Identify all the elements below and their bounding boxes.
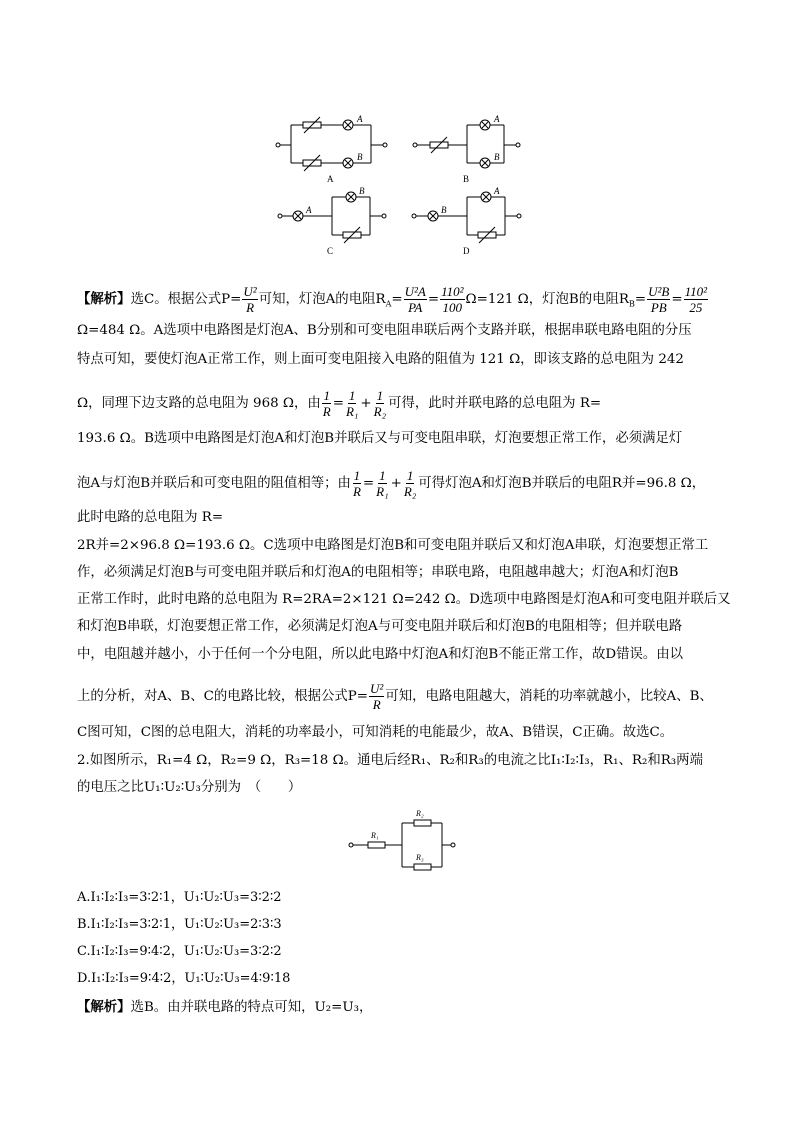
svg-text:A: A <box>357 114 363 124</box>
analysis1-line2: Ω=484 Ω。A选项中电路图是灯泡A、B分别和可变电阻串联后两个支路并联，根据串联电路电阻的分压 <box>77 323 692 338</box>
analysis1-line13: 上的分析，对A、B、C的电路比较，根据公式P= $\frac{\text{U²}}{R}$ 可知，电路电阻越大，消耗的功率就越小，比较A、B、 <box>77 681 713 712</box>
svg-text:A: A <box>494 114 500 124</box>
svg-text:R₂: R₂ <box>416 809 424 818</box>
svg-text:A: A <box>327 174 334 184</box>
svg-text:R₃: R₃ <box>416 853 424 862</box>
svg-text:B: B <box>441 205 447 215</box>
svg-text:A: A <box>494 186 500 196</box>
fraction: $\frac{\text{U²A}}{PA}$ <box>404 284 426 315</box>
analysis-tag: 【解析】 <box>77 291 131 307</box>
fraction: $\frac{\text{110²}}{100}$ <box>441 284 464 315</box>
svg-text:B: B <box>359 186 365 196</box>
svg-text:R₁: R₁ <box>371 831 379 840</box>
analysis1-line6: 泡A与灯泡B并联后和可变电阻的阻值相等；由 $\frac{1}{R}$ = $\frac{1}{\text{R₁}}$ + $\frac{1}{\text{R₂}}$ 可得灯泡A和灯泡B并联后的电阻R并=96.8 Ω， <box>77 468 706 499</box>
analysis1-line5: 193.6 Ω。B选项中电路图是灯泡A和灯泡B并联后又与可变电阻串联，灯泡要想正常工作，必须满足灯 <box>77 431 683 446</box>
analysis-tag: 【解析】 <box>77 999 131 1015</box>
svg-text:C: C <box>327 246 334 256</box>
analysis1-line8: 2R并=2×96.8 Ω=193.6 Ω。C选项中电路图是灯泡B和可变电阻并联后又和灯泡A串联，灯泡要想正常工 <box>77 538 709 553</box>
fraction: $\frac{\text{110²}}{25}$ <box>684 284 708 315</box>
analysis1-line7: 此时电路的总电阻为 R= <box>77 510 224 525</box>
analysis1-line14: C图可知，C图的总电阻大，消耗的功率最小，可知消耗的电能最少，故A、B错误，C正确。故选C。 <box>77 725 674 740</box>
circuit-diagram-r1-r2-r3 <box>343 808 463 878</box>
option-c: C.I₁∶I₂∶I₃=9∶4∶2，U₁∶U₂∶U₃=3∶2∶2 <box>77 944 282 959</box>
analysis1-line11: 和灯泡B串联，灯泡要想正常工作，必须满足灯泡A与可变电阻并联后和灯泡B的电阻相等；但并联电路 <box>77 619 683 634</box>
analysis1-line3: 特点可知，要使灯泡A正常工作，则上面可变电阻接入电路的阻值为 121 Ω，即该支路的总电阻为 242 <box>77 352 684 367</box>
analysis1-line9: 作，必须满足灯泡B与可变电阻并联后和灯泡A的电阻相等；串联电路，电阻越串越大；灯泡A和灯泡B <box>77 565 679 580</box>
svg-text:B: B <box>357 152 363 162</box>
analysis1-line12: 中，电阻越并越小，小于任何一个分电阻，所以此电路中灯泡A和灯泡B不能正常工作，故D错误。由以 <box>77 647 684 662</box>
fraction: $\frac{\text{U²}}{R}$ <box>243 284 257 315</box>
svg-text:B: B <box>494 152 500 162</box>
option-d: D.I₁∶I₂∶I₃=9∶4∶2，U₁∶U₂∶U₃=4∶9∶18 <box>77 971 291 986</box>
question2-stem-line1: 2.如图所示，R₁=4 Ω，R₂=9 Ω，R₃=18 Ω。通电后经R₁、R₂和R₃的电流之比I₁∶I₂∶I₃，R₁、R₂和R₃两端 <box>77 753 703 768</box>
option-a: A.I₁∶I₂∶I₃=3∶2∶1，U₁∶U₂∶U₃=3∶2∶2 <box>77 890 282 905</box>
svg-text:B: B <box>463 174 470 184</box>
option-b: B.I₁∶I₂∶I₃=3∶2∶1，U₁∶U₂∶U₃=2∶3∶3 <box>77 917 282 932</box>
analysis2-line1: 【解析】选B。由并联电路的特点可知，U₂=U₃， <box>77 999 373 1015</box>
analysis1-line10: 正常工作时，此时电路的总电阻为 R=2RA=2×121 Ω=242 Ω。D选项中电路图是灯泡A和可变电阻并联后又 <box>77 592 731 607</box>
svg-text:D: D <box>463 246 470 256</box>
svg-text:A: A <box>306 205 312 215</box>
fraction: $\frac{\text{U²B}}{PB}$ <box>648 284 670 315</box>
question2-stem-line2: 的电压之比U₁∶U₂∶U₃分别为 （ ） <box>77 780 302 795</box>
analysis1-line1: 【解析】选C。根据公式P= $\frac{\text{U²}}{R}$ 可知，灯泡A的电阻$R_A=$ $\frac{\text{U²A}}{PA}$ = $\frac{\text{110²}}{100}$ Ω=121 Ω，灯泡B的电阻$R_B=$ $\frac{\text{U²B}}{PB}$ = $\frac{\text{110²}}{25}$ <box>77 284 708 315</box>
analysis1-line4: Ω，同理下边支路的总电阻为 968 Ω，由 $\frac{1}{R}$ = $\frac{1}{\text{R₁}}$ + $\frac{1}{\text{R₂}}$ 可得，此时并联电路的总电阻为 R= <box>77 388 602 419</box>
